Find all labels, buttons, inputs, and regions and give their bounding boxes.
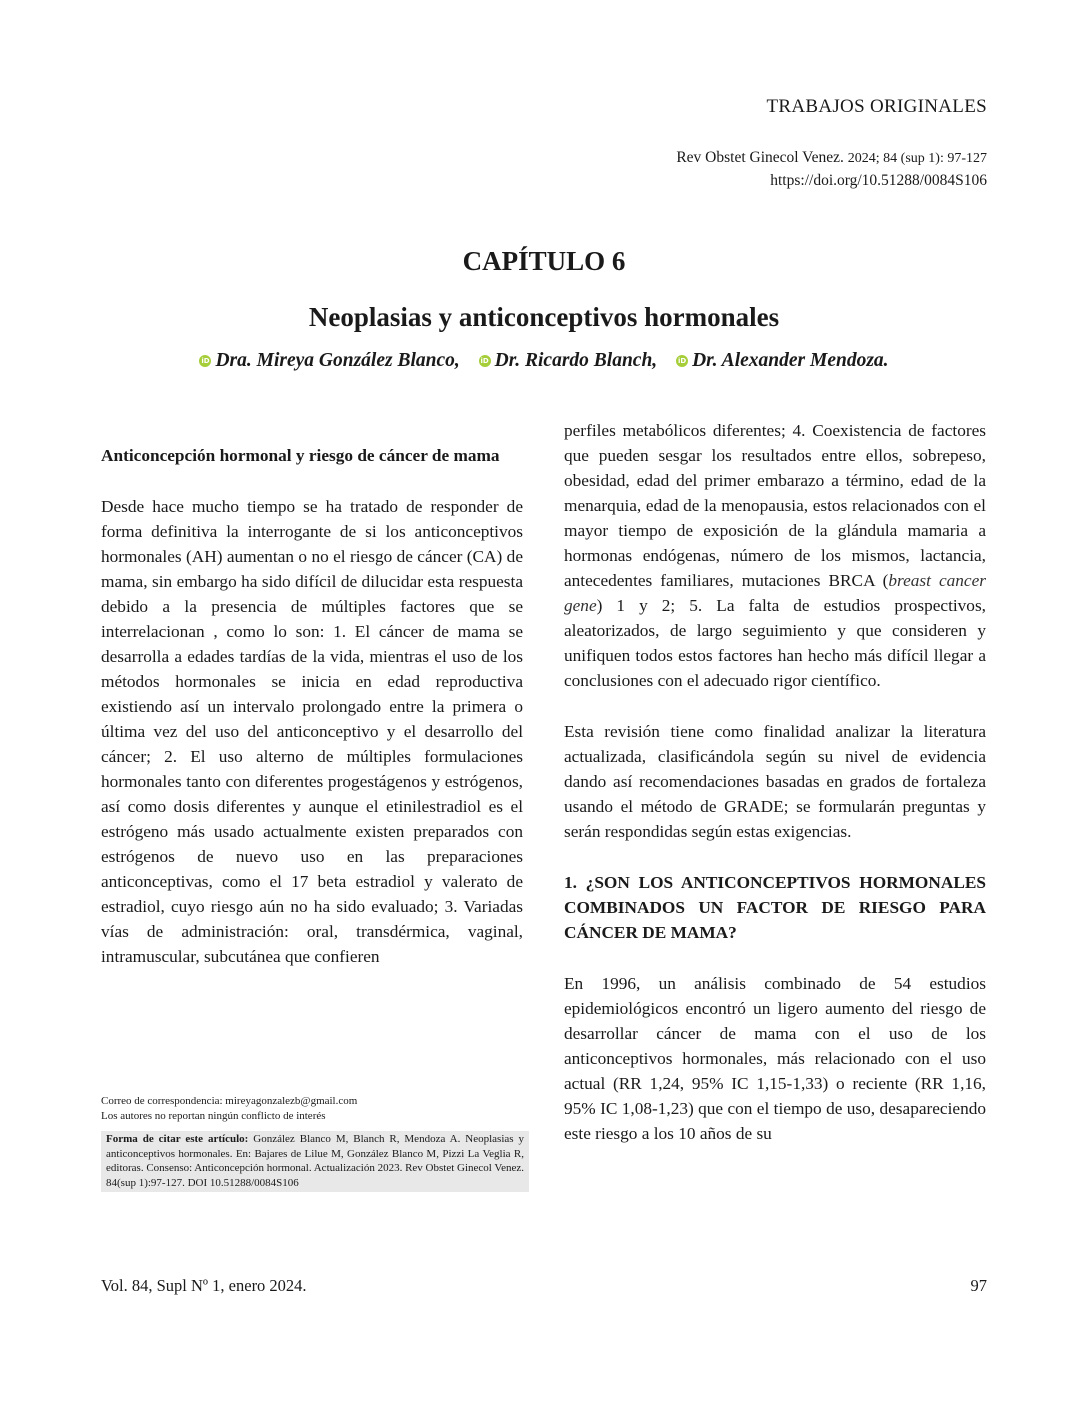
body-paragraph: En 1996, un análisis combinado de 54 estudios epidemiológicos encontró un ligero aumento del riesgo de desarrollar cáncer de mama con el uso de los anticonceptivos hormonales, más relacionado con el uso actual (RR 1,24, 95% IC 1,15-1,33) o reciente (RR 1,16, 95% IC 1,08-1,23) que con el tiempo de uso, desapareciendo este riesgo a los 10 años de su [564,974,986,1143]
conflict-statement: Los autores no reportan ningún conflicto de interés [101,1109,326,1122]
chapter-heading: CAPÍTULO 6 [462,246,626,276]
correspondence-email: Correo de correspondencia: mireyagonzalezb@gmail.com [101,1095,358,1107]
author-name: Dr. Ricardo Blanch, [494,350,658,371]
question-heading: 1. ¿SON LOS ANTICONCEPTIVOS HORMONALES COMBINADOS UN FACTOR DE RIESGO PARA CÁNCER DE MAMA? [564,873,986,942]
doi-link[interactable]: https://doi.org/10.51288/0084S106 [770,172,987,189]
citation-text: González Blanco M, Blanch R, Mendoza A. Neoplasias y anticonceptivos hormonales. En: Bajares de Lilue M, González Blanco M, Pizzi La Veglia R, editoras. Consenso: Anticoncepción hormonal. Actualización 2023. Rev Obstet Ginecol Venez. 84(sup 1):97-127. DOI 10.51288/0084S106 [106,1133,525,1189]
citation-box [101,1131,529,1192]
author-1 [199,350,459,371]
orcid-icon[interactable]: iD [480,357,489,365]
footer-volume: Vol. 84, Supl Nº 1, enero 2024. [101,1276,307,1295]
journal-citation [676,147,987,192]
italic-term: breast cancer gene [564,571,987,615]
right-column [564,418,986,1146]
author-name: Dra. Mireya González Blanco, [215,350,460,371]
author-3 [676,350,888,371]
orcid-icon[interactable]: iD [201,357,210,365]
section-label: TRABAJOS ORIGINALES [766,96,987,117]
section-heading: Anticoncepción hormonal y riesgo de cáncer de mama [101,446,500,465]
citation-label: Forma de citar este artículo: [106,1133,249,1145]
body-paragraph: Desde hace mucho tiempo se ha tratado de responder de forma definitiva la interrogante de si los anticonceptivos hormonales (AH) aumentan o no el riesgo de cáncer (CA) de mama, sin embargo ha sido difícil de dilucidar esta respuesta debido a la presencia de múltiples factores que se interrelacionan , como lo son: 1. El cáncer de mama se desarrolla a edades tardías de la vida, mientras el uso de los métodos hormonales se inicia en edad reproductiva existiendo así un intervalo prolongado entre la primera o última vez del uso del anticonceptivo y el desarrollo del cáncer; 2. El uso alterno de múltiples formulaciones hormonales tanto con diferentes progestágenos y estrógenos, así como dosis diferentes y aunque el etinilestradiol es el estrógeno más usado actualmente existen preparados con estrógenos de nuevo uso en las preparaciones anticonceptivas, como el 17 beta estradiol y valerato de estradiol, cuyo riesgo aún no ha sido evaluado; 3. Variadas vías de administración: oral, transdérmica, vaginal, intramuscular, subcutánea que confieren [101,497,523,966]
orcid-icon[interactable]: iD [677,357,687,365]
body-paragraph [564,418,986,693]
article-title: Neoplasias y anticonceptivos hormonales [308,302,780,332]
footnote [101,1094,529,1123]
body-paragraph: Esta revisión tiene como finalidad analizar la literatura actualizada, clasificándola según su nivel de evidencia dando así recomendaciones basadas en grados de fortaleza usando el método de GRADE; se formularán preguntas y serán respondidas según estas exigencias. [564,722,986,841]
journal-name: Rev Obstet Ginecol Venez. [676,149,844,166]
journal-issue: 2024; 84 (sup 1): 97-127 [847,151,987,166]
page-number: 97 [970,1276,987,1295]
left-column [101,443,523,969]
text-span: ) 1 y 2; 5. La falta de estudios prospectivos, aleatorizados, de largo seguimiento y que consideren y unifiquen todos estos factores han hecho más difícil llegar a conclusiones con el adecuado rigor científico. [564,596,986,690]
author-2 [479,350,658,371]
author-list [0,350,1088,372]
text-span: perfiles metabólicos diferentes; 4. Coexistencia de factores que pueden sesgar los resultados entre ellos, sobrepeso, obesidad, edad del primer embarazo a término, edad de la menarquia, edad de la menopausia, estos relacionados con el mayor tiempo de exposición de la glándula mamaria a hormonas endógenas, número de los mismos, lactancia, antecedentes familiares, mutaciones BRCA ( [564,421,986,590]
author-name: Dr. Alexander Mendoza. [692,350,889,371]
